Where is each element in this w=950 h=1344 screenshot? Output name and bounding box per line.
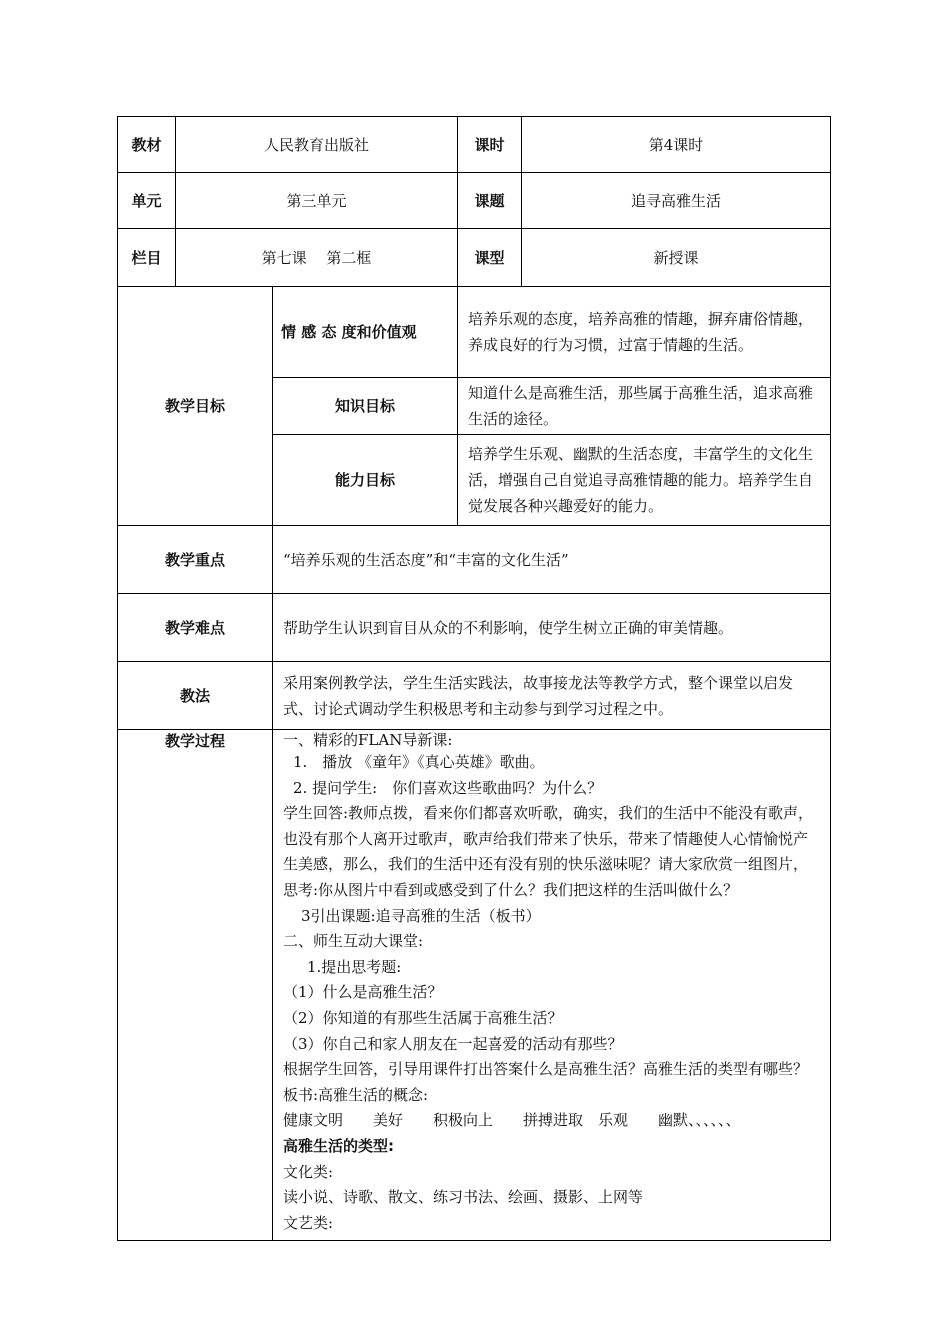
row-method: [118, 662, 831, 730]
text-difficulty: 帮助学生认识到盲目从众的不利影响，使学生树立正确的审美情趣。: [273, 594, 831, 662]
process-line: 文化类:: [283, 1162, 334, 1181]
process-line: （3）你自己和家人朋友在一起喜爱的活动有那些？: [283, 1034, 623, 1053]
label-method: 教法: [118, 662, 273, 730]
process-line: 1. 播放 《童年》《真心英雄》歌曲。: [293, 753, 545, 771]
label-key-point: 教学重点: [118, 526, 273, 594]
text-goal-emotion: 培养乐观的态度，培养高雅的情趣，摒弃庸俗情趣，养成良好的行为习惯，过富于情趣的生活。: [458, 287, 831, 378]
goal-emotion-label-text: 情 感 态 度和价值观: [281, 323, 417, 341]
label-difficulty: 教学难点: [118, 594, 273, 662]
process-line: 板书:高雅生活的概念:: [283, 1085, 429, 1104]
process-line: 二、师生互动大课堂:: [283, 932, 424, 951]
process-line: 1.提出思考题:: [307, 957, 402, 976]
process-line: 根据学生回答，引导用课件打出答案什么是高雅生活？高雅生活的类型有哪些？: [283, 1060, 809, 1079]
lesson-plan-document: [117, 116, 830, 1241]
process-line: 健康文明 美好 积极向上 拼搏进取 乐观 幽默、、、、、、: [283, 1111, 741, 1130]
process-content: [273, 730, 831, 1241]
label-period: 课时: [458, 117, 522, 173]
process-line: 文艺类:: [283, 1213, 334, 1232]
process-line: 2. 提问学生: 你们喜欢这些歌曲吗？为什么？: [293, 778, 603, 797]
value-unit: 第三单元: [176, 173, 458, 229]
row-process: [118, 730, 831, 1241]
label-process: 教学过程: [118, 730, 273, 1241]
label-teaching-goals: 教学目标: [118, 287, 273, 526]
row-unit: [118, 173, 831, 229]
label-unit: 单元: [118, 173, 176, 229]
row-textbook: [118, 117, 831, 173]
row-column: [118, 229, 831, 287]
row-goal-emotion: [118, 287, 831, 378]
process-line: 读小说、诗歌、散文、练习书法、绘画、摄影、上网等: [283, 1188, 644, 1207]
process-line: 一、精彩的FLAN导新课:: [283, 731, 453, 749]
value-lesson-type: 新授课: [522, 229, 831, 287]
process-heading: 高雅生活的类型:: [283, 1136, 394, 1155]
process-line: 学生回答:教师点拨，看来你们都喜欢听歌，确实，我们的生活中不能没有歌声，也没有那个人离开过歌声，歌声给我们带来了快乐，带来了情趣使人心情愉悦产生美感，那么，我们的生活中还有没有别的快乐滋味呢？请大家欣赏一组图片，思考:你从图片中看到或感受到了什么？我们把这样的生活叫做什么？: [283, 804, 814, 899]
process-line: （2）你知道的有那些生活属于高雅生活？: [283, 1008, 563, 1027]
process-line: 3引出课题:追寻高雅的生活（板书）: [301, 906, 541, 925]
label-goal-knowledge: 知识目标: [273, 378, 458, 435]
row-key-point: [118, 526, 831, 594]
value-period: 第4课时: [522, 117, 831, 173]
lesson-plan-table: [117, 116, 831, 1241]
text-goal-knowledge: 知道什么是高雅生活，那些属于高雅生活，追求高雅生活的途径。: [458, 378, 831, 435]
label-goal-ability: 能力目标: [273, 435, 458, 526]
text-method: 采用案例教学法，学生生活实践法，故事接龙法等教学方式，整个课堂以启发式、讨论式调动学生积极思考和主动参与到学习过程之中。: [273, 662, 831, 730]
label-goal-emotion: [273, 287, 458, 378]
value-publisher: 人民教育出版社: [176, 117, 458, 173]
label-topic: 课题: [458, 173, 522, 229]
text-goal-ability: 培养学生乐观、幽默的生活态度，丰富学生的文化生活，增强自己自觉追寻高雅情趣的能力。培养学生自觉发展各种兴趣爱好的能力。: [458, 435, 831, 526]
value-column: 第七课 第二框: [176, 229, 458, 287]
row-difficulty: [118, 594, 831, 662]
value-topic: 追寻高雅生活: [522, 173, 831, 229]
label-textbook: 教材: [118, 117, 176, 173]
label-lesson-type: 课型: [458, 229, 522, 287]
label-column: 栏目: [118, 229, 176, 287]
text-key-point: “培养乐观的生活态度”和“丰富的文化生活”: [273, 526, 831, 594]
process-line: （1）什么是高雅生活？: [283, 983, 443, 1002]
